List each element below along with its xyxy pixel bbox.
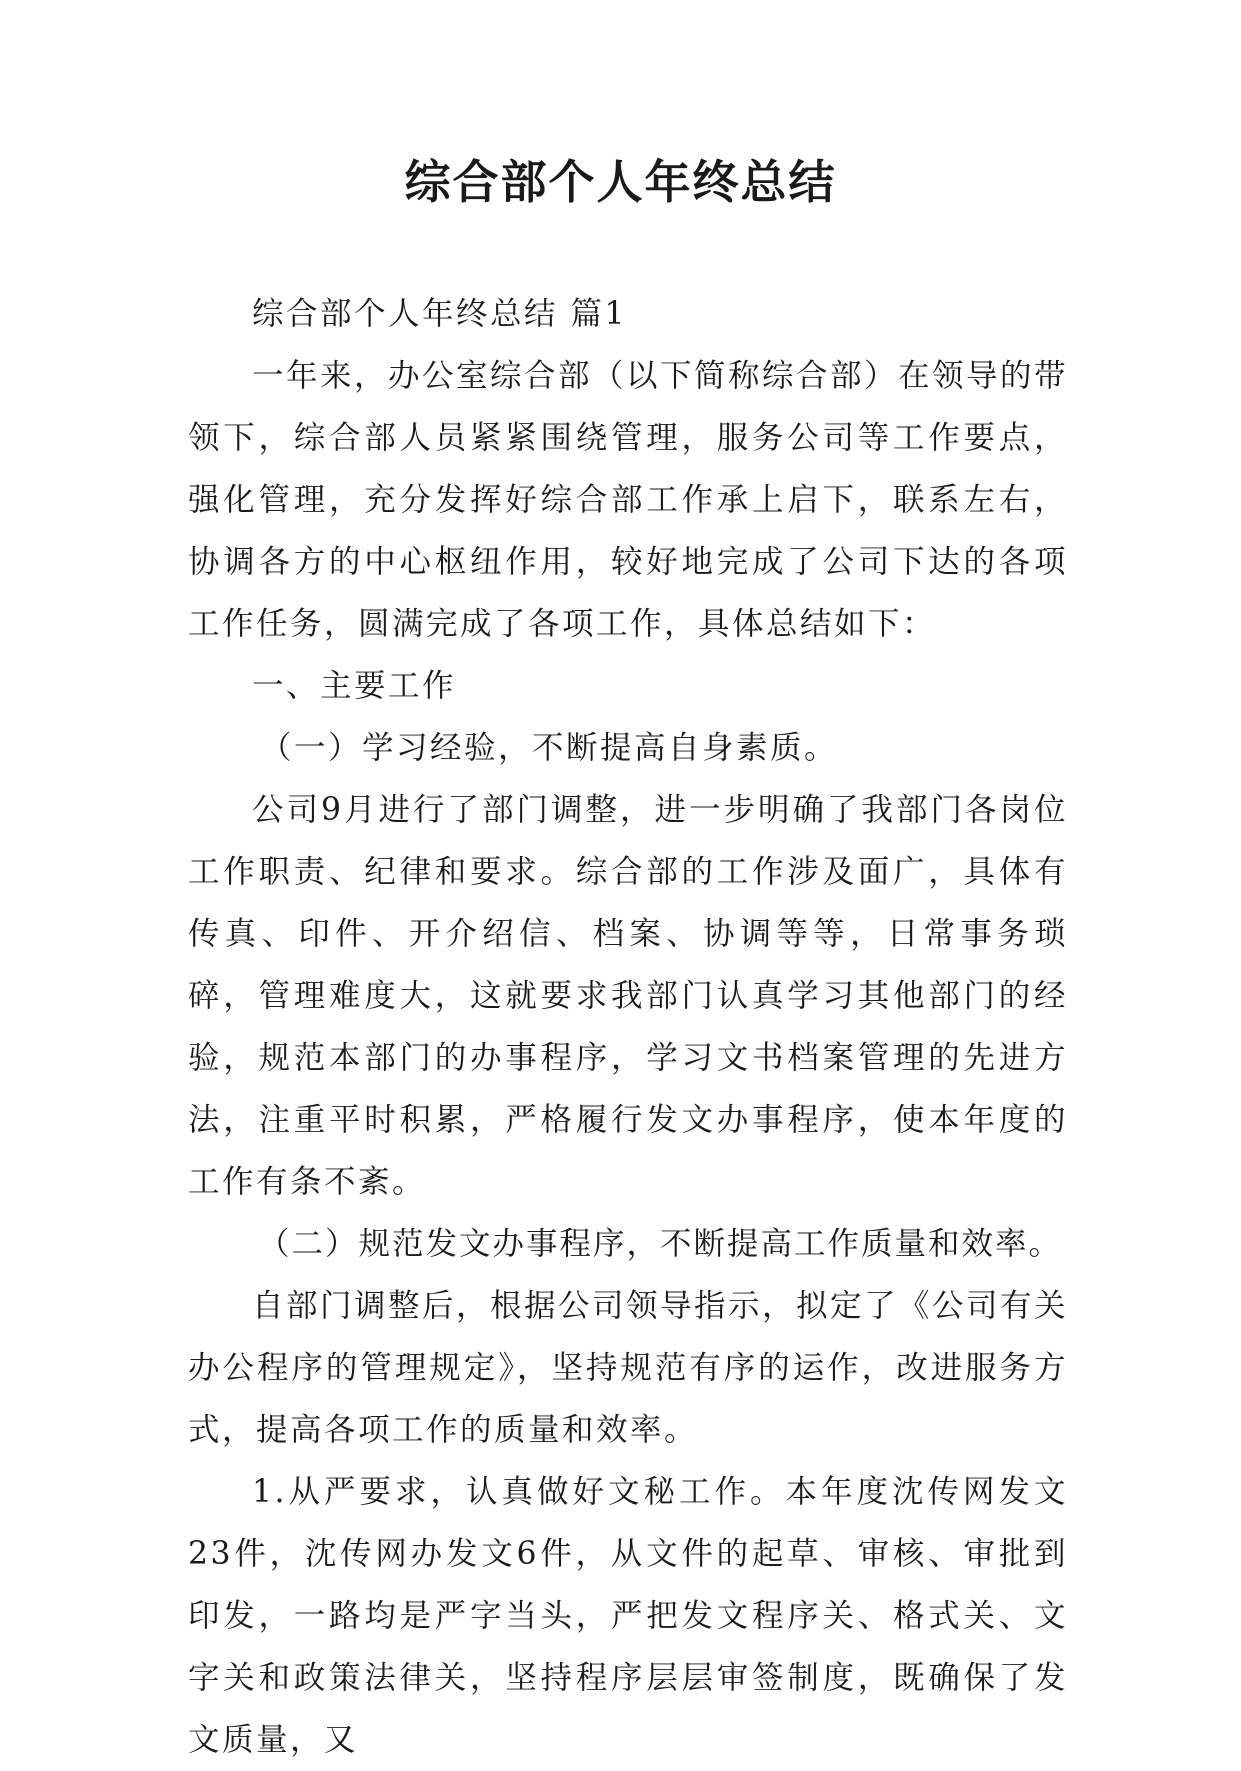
intro-paragraph: 一年来，办公室综合部（以下简称综合部）在领导的带领下，综合部人员紧紧围绕管理，服务公司等工作要点，强化管理，充分发挥好综合部工作承上启下，联系左右，协调各方的中心枢纽作用，较好地完成了公司下达的各项工作任务，圆满完成了各项工作，具体总结如下：	[188, 358, 1069, 642]
document-body	[188, 283, 1068, 1771]
paragraph-secretarial-work: 1.从严要求，认真做好文秘工作。本年度沈传网发文23件，沈传网办发文6件，从文件的起草、审核、审批到印发，一路均是严字当头，严把发文程序关、格式关、文字关和政策法律关，坚持程序层层审签制度，既确保了发文质量，又	[188, 1474, 1068, 1758]
subheading-learning: （一）学习经验，不断提高自身素质。	[260, 730, 839, 766]
paragraph-management-rules: 自部门调整后，根据公司领导指示，拟定了《公司有关办公程序的管理规定》，坚持规范有序的运作，改进服务方式，提高各项工作的质量和效率。	[188, 1288, 1069, 1448]
section-heading-main-work: 一、主要工作	[252, 668, 457, 704]
paragraph-department-adjustment: 公司9月进行了部门调整，进一步明确了我部门各岗位工作职责、纪律和要求。综合部的工作涉及面广，具体有传真、印件、开介绍信、档案、协调等等，日常事务琐碎，管理难度大，这就要求我部门认真学习其他部门的经验，规范本部门的办事程序，学习文书档案管理的先进方法，注重平时积累，严格履行发文办事程序，使本年度的工作有条不紊。	[188, 792, 1068, 1200]
section-heading-part-1: 综合部个人年终总结 篇1	[252, 296, 628, 332]
document-title: 综合部个人年终总结	[404, 155, 837, 209]
subheading-standardize-procedures: （二）规范发文办事程序，不断提高工作质量和效率。	[258, 1226, 1063, 1262]
